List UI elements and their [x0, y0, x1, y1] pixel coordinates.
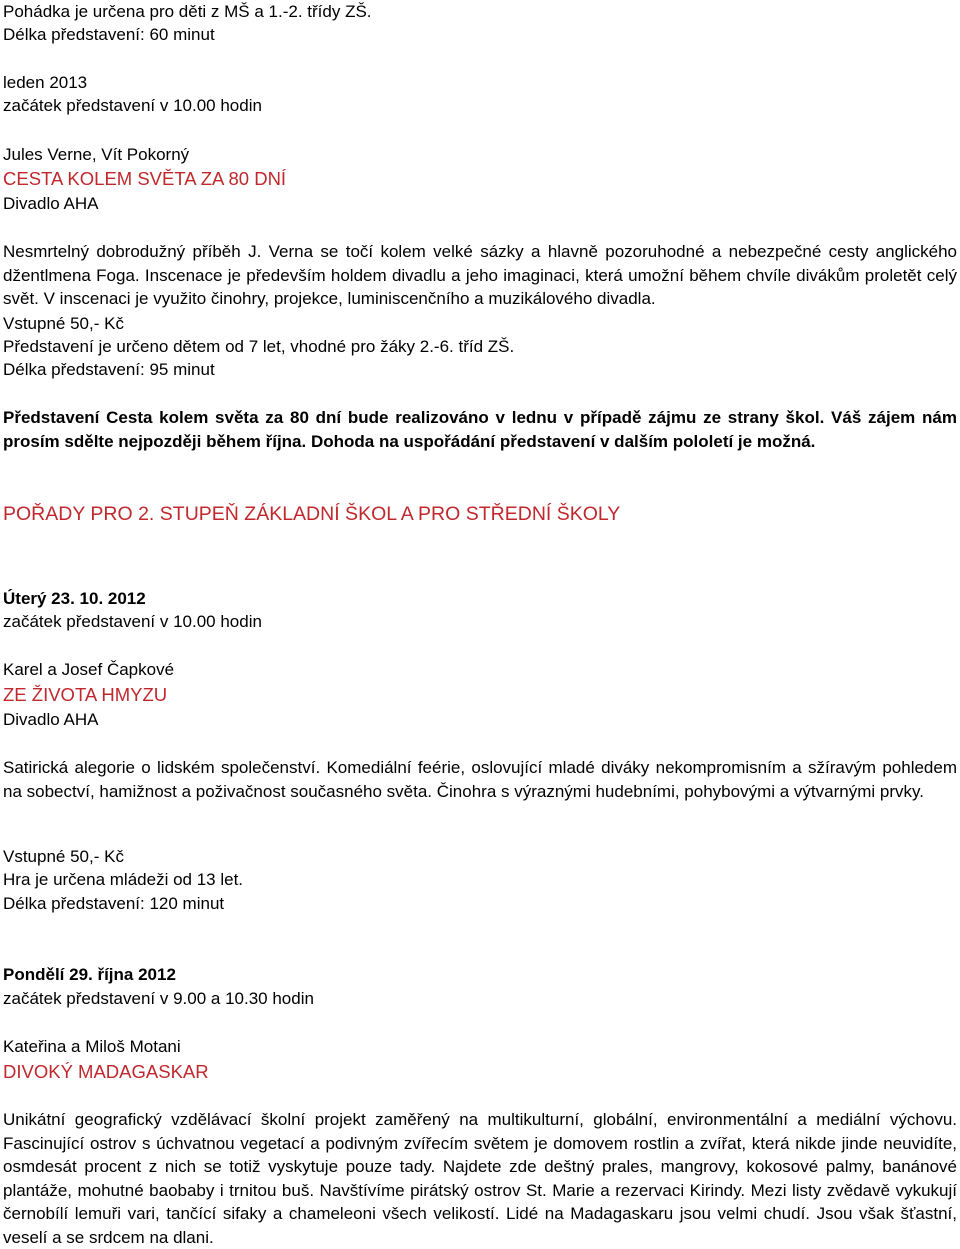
hmyz-description: Satirická alegorie o lidském společenství. Komediální feérie, oslovující mladé diváky nekompromisním a sžíravým pohledem na sobectví, hamižnost a poživačnost současného světa. Činohra s výraznými hudebními, pohybovými a výtvarnými prvky. [3, 758, 957, 801]
verne-authors: Jules Verne, Vít Pokorný [3, 145, 190, 164]
section-heading: POŘADY PRO 2. STUPEŇ ZÁKLADNÍ ŠKOL A PRO STŘEDNÍ ŠKOLY [3, 503, 621, 525]
verne-month: leden 2013 [3, 73, 88, 92]
hmyz-title: ZE ŽIVOTA HMYZU [3, 684, 168, 705]
verne-start-time: začátek představení v 10.00 hodin [3, 96, 262, 115]
hmyz-start-time: začátek představení v 10.00 hodin [3, 612, 262, 631]
madagaskar-start-time: začátek představení v 9.00 a 10.30 hodin [3, 989, 314, 1008]
verne-audience: Představení je určeno dětem od 7 let, vhodné pro žáky 2.-6. tříd ZŠ. [3, 337, 515, 356]
madagaskar-authors: Kateřina a Miloš Motani [3, 1037, 181, 1056]
hmyz-audience: Hra je určena mládeži od 13 let. [3, 870, 244, 889]
madagaskar-title: DIVOKÝ MADAGASKAR [3, 1061, 209, 1082]
intro-audience: Pohádka je určena pro děti z MŠ a 1.-2. třídy ZŠ. [3, 2, 372, 21]
verne-theatre: Divadlo AHA [3, 194, 99, 213]
hmyz-theatre: Divadlo AHA [3, 710, 99, 729]
hmyz-price: Vstupné 50,- Kč [3, 847, 124, 866]
verne-title: CESTA KOLEM SVĚTA ZA 80 DNÍ [3, 168, 287, 189]
verne-description: Nesmrtelný dobrodužný příběh J. Verna se točí kolem velké sázky a hlavně pozoruhodné a nebezpečné cesty anglického džentlmena Foga. Inscenace je především holdem divadlu a jeho imaginaci, která umožní během chvíle divákům proletět celý svět. V inscenaci je využito činohry, projekce, luminiscenčního a muzikálového divadla. [3, 242, 957, 308]
verne-notice: Představení Cesta kolem světa za 80 dní bude realizováno v lednu v případě zájmu ze strany škol. Váš zájem nám prosím sdělte nejpozději během října. Dohoda na uspořádání představení v dalším pololetí je možná. [3, 408, 957, 451]
verne-duration: Délka představení: 95 minut [3, 360, 215, 379]
hmyz-date: Úterý 23. 10. 2012 [3, 589, 146, 608]
verne-price: Vstupné 50,- Kč [3, 314, 124, 333]
hmyz-duration: Délka představení: 120 minut [3, 894, 225, 913]
madagaskar-description: Unikátní geografický vzdělávací školní projekt zaměřený na multikulturní, globální, environmentální a mediální výchovu. Fascinující ostrov s úchvatnou vegetací a podivným zvířecím světem je domovem rostlin a zvířat, která nikde jinde neuvidíte, osmdesát procent z nich se totiž vyskytuje pouze tady. Najdete zde deštný prales, mangrovy, kokosové palmy, banánové plantáže, mohutné baobaby i trnitou buš. Navštívíme pirátský ostrov St. Marie a rezervaci Kirindy. Mezi listy zvědavě vykukují černobílí lemuři vari, tančící sifaky a chameleoni všech velikostí. Lidé na Madagaskaru jsou velmi chudí. Jsou však šťastní, veselí a se srdcem na dlani. [3, 1110, 957, 1247]
intro-duration: Délka představení: 60 minut [3, 25, 215, 44]
hmyz-authors: Karel a Josef Čapkové [3, 660, 175, 679]
madagaskar-date: Pondělí 29. října 2012 [3, 965, 176, 984]
